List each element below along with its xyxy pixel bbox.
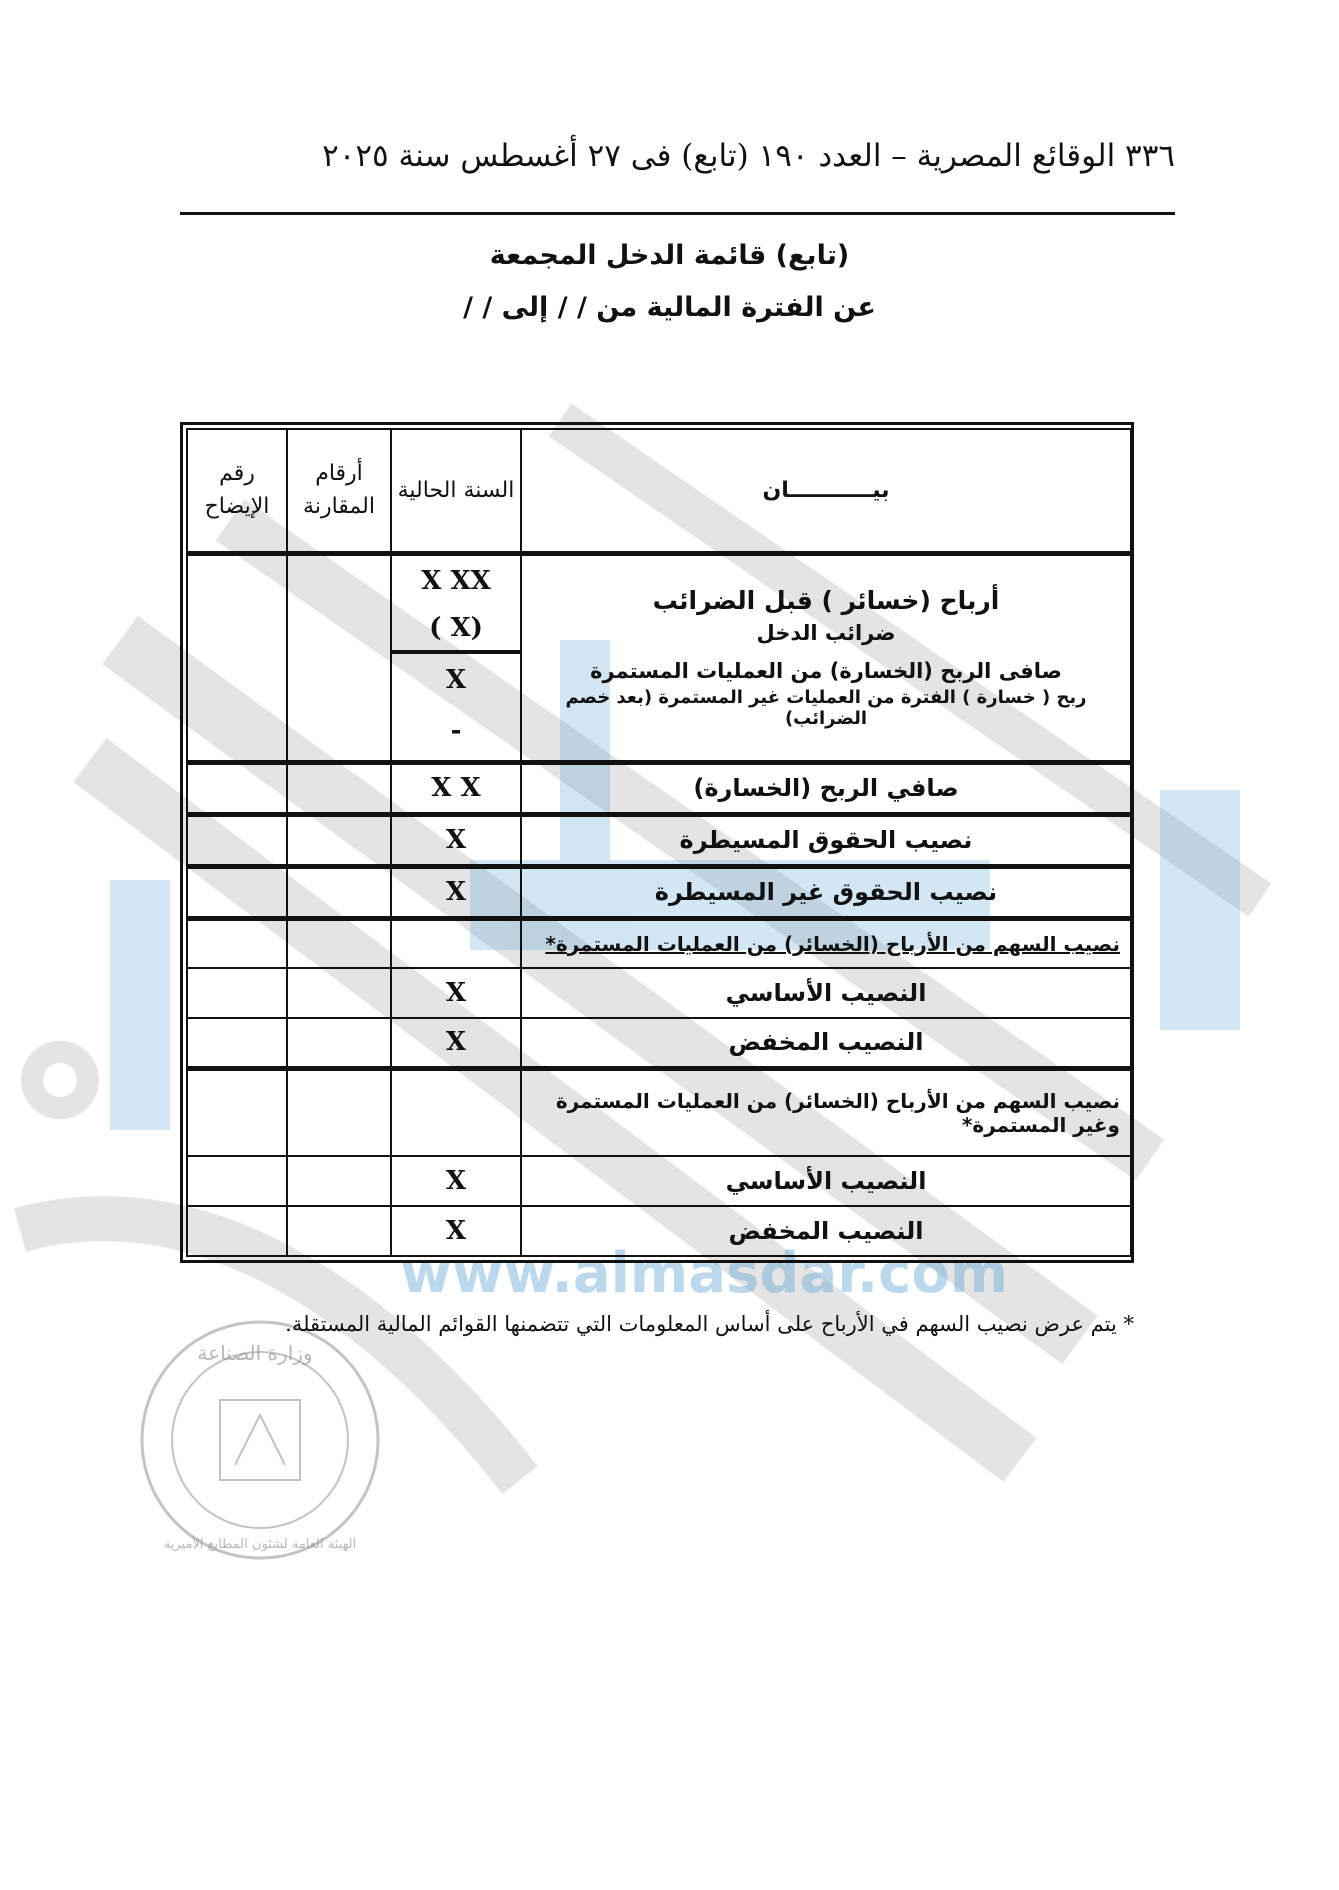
header-description: بيـــــــــــان — [521, 429, 1131, 553]
net-continuing-label: صافى الربح (الخسارة) من العمليات المستمرة — [590, 659, 1062, 683]
eps-continuing-label: نصيب السهم من الأرباح (الخسائر) من العمليات المستمرة* — [521, 918, 1131, 968]
non-controlling-note — [187, 866, 287, 918]
stamp-seal — [142, 1322, 378, 1558]
eps-total-basic-value: X — [391, 1156, 521, 1206]
net-profit-comparative — [287, 762, 391, 814]
header-divider — [180, 212, 1175, 215]
watermark-url: www.almasdar.com — [400, 1241, 1009, 1306]
table-row — [187, 1018, 1131, 1068]
group1-description — [521, 553, 1131, 762]
eps-continuing-note — [187, 918, 287, 968]
eps-total-basic-note — [187, 1156, 287, 1206]
table-row — [187, 814, 1131, 866]
watermark-block — [1160, 790, 1240, 1030]
eps-total-diluted-value: X — [391, 1206, 521, 1256]
non-controlling-value: X — [391, 866, 521, 918]
eps-continuing-diluted-value: X — [391, 1018, 521, 1068]
eps-total-basic-comparative — [287, 1156, 391, 1206]
header-comparative: أرقام المقارنة — [287, 429, 391, 553]
table-row — [187, 968, 1131, 1018]
table-row — [187, 918, 1131, 968]
profit-before-tax-value: X XX — [421, 565, 491, 596]
net-profit-label: صافي الربح (الخسارة) — [521, 762, 1131, 814]
controlling-note — [187, 814, 287, 866]
eps-continuing-diluted-note — [187, 1018, 287, 1068]
eps-total-current — [391, 1068, 521, 1156]
eps-continuing-basic-note — [187, 968, 287, 1018]
eps-total-comparative — [287, 1068, 391, 1156]
table-row — [187, 1156, 1131, 1206]
controlling-label: نصيب الحقوق المسيطرة — [521, 814, 1131, 866]
eps-total-diluted-label: النصيب المخفض — [521, 1206, 1131, 1256]
income-statement-table — [180, 422, 1134, 1263]
page-header: ٣٣٦ الوقائع المصرية – العدد ١٩٠ (تابع) فى ٢٧ أغسطس سنة ٢٠٢٥ — [322, 138, 1175, 174]
group1-note — [187, 553, 287, 762]
table-row — [187, 553, 1131, 762]
eps-continuing-diluted-comparative — [287, 1018, 391, 1068]
footnote: * يتم عرض نصيب السهم في الأرباح على أساس المعلومات التي تتضمنها القوائم المالية المستقلة. — [285, 1312, 1134, 1336]
non-controlling-comparative — [287, 866, 391, 918]
eps-total-diluted-comparative — [287, 1206, 391, 1256]
eps-total-diluted-note — [187, 1206, 287, 1256]
controlling-value: X — [391, 814, 521, 866]
watermark-dot — [32, 1052, 88, 1108]
group1-comparative — [287, 553, 391, 762]
table-row — [187, 1068, 1131, 1156]
net-continuing-value: X — [445, 664, 467, 695]
table-row — [187, 1206, 1131, 1256]
controlling-comparative — [287, 814, 391, 866]
non-controlling-label: نصيب الحقوق غير المسيطرة — [521, 866, 1131, 918]
eps-continuing-basic-value: X — [391, 968, 521, 1018]
table-row — [187, 762, 1131, 814]
eps-continuing-basic-label: النصيب الأساسي — [521, 968, 1131, 1018]
statement-title: (تابع) قائمة الدخل المجمعة — [489, 240, 850, 271]
income-tax-value: (X ) — [392, 606, 520, 654]
group1-current-values — [391, 553, 521, 762]
discontinued-value: - — [450, 715, 462, 746]
eps-continuing-current — [391, 918, 521, 968]
net-profit-note — [187, 762, 287, 814]
profit-before-tax-label: أرباح (خسائر ) قبل الضرائب — [652, 586, 1000, 615]
statement-period: عن الفترة المالية من / / إلى / / — [463, 292, 876, 323]
header-current-year: السنة الحالية — [391, 429, 521, 553]
stamp-bottom-text: الهيئة العامة لشئون المطابع الأميرية — [163, 1537, 357, 1552]
eps-continuing-diluted-label: النصيب المخفض — [521, 1018, 1131, 1068]
header-note-number: رقم الإيضاح — [187, 429, 287, 553]
eps-continuing-basic-comparative — [287, 968, 391, 1018]
eps-continuing-comparative — [287, 918, 391, 968]
eps-total-note — [187, 1068, 287, 1156]
table-header-row — [187, 429, 1131, 553]
eps-total-label: نصيب السهم من الأرباح (الخسائر) من العمليات المستمرة وغير المستمرة* — [521, 1068, 1131, 1156]
discontinued-label: ربح ( خسارة ) الفترة من العمليات غير المستمرة (بعد خصم الضرائب) — [565, 687, 1087, 729]
table-row — [187, 866, 1131, 918]
eps-total-basic-label: النصيب الأساسي — [521, 1156, 1131, 1206]
watermark-block — [110, 880, 170, 1130]
income-tax-label: ضرائب الدخل — [756, 621, 896, 645]
net-profit-value: X X — [391, 762, 521, 814]
stamp-top-text: وزارة الصناعة — [197, 1341, 313, 1365]
